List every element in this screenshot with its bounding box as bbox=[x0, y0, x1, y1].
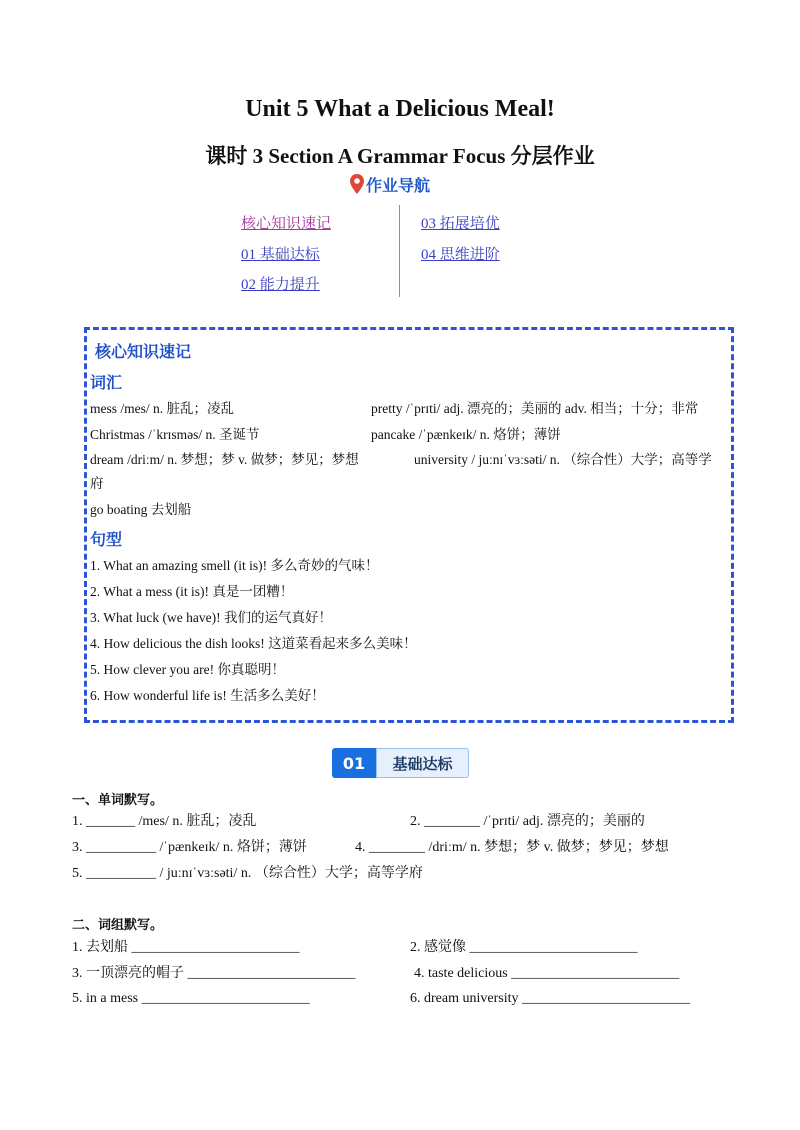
nav-heading bbox=[350, 172, 430, 196]
section-badge-label: 基础达标 bbox=[376, 748, 469, 778]
vocab-item: dream /driːm/ n. 梦想；梦 v. 做梦；梦见；梦想 bbox=[90, 452, 359, 467]
document-title: Unit 5 What a Delicious Meal! bbox=[245, 96, 555, 122]
nav-link-01[interactable]: 01 基础达标 bbox=[241, 247, 320, 263]
nav-link-core[interactable]: 核心知识速记 bbox=[241, 216, 332, 232]
sentence-item: 3. What luck (we have)! 我们的运气真好！ bbox=[90, 610, 332, 625]
vocab-item: mess /mes/ n. 脏乱；凌乱 bbox=[90, 401, 234, 416]
part1-heading: 一、单词默写。 bbox=[72, 793, 164, 808]
exercise-item: 2. ________ /ˈprɪti/ adj. 漂亮的；美丽的 bbox=[410, 814, 645, 829]
sentence-item: 5. How clever you are! 你真聪明！ bbox=[90, 662, 285, 677]
nav-link-04[interactable]: 04 思维进阶 bbox=[421, 247, 500, 263]
vocab-item: pancake /ˈpænkeɪk/ n. 烙饼；薄饼 bbox=[371, 427, 561, 442]
exercise-item: 1. 去划船 ________________________ bbox=[72, 940, 300, 955]
exercise-item: 2. 感觉像 ________________________ bbox=[410, 940, 638, 955]
sentence-item: 2. What a mess (it is)! 真是一团糟！ bbox=[90, 584, 294, 599]
vocab-item: Christmas /ˈkrɪsməs/ n. 圣诞节 bbox=[90, 427, 260, 442]
vocab-item: pretty /ˈprɪti/ adj. 漂亮的；美丽的 adv. 相当；十分；非常 bbox=[371, 401, 699, 416]
nav-divider bbox=[399, 205, 400, 297]
sentence-item: 4. How delicious the dish looks! 这道菜看起来多么美味！ bbox=[90, 636, 417, 651]
part2-heading: 二、词组默写。 bbox=[72, 918, 164, 933]
location-pin-icon bbox=[350, 174, 364, 194]
nav-link-02[interactable]: 02 能力提升 bbox=[241, 277, 320, 293]
vocab-heading: 词汇 bbox=[90, 373, 123, 392]
section-badge bbox=[332, 748, 469, 778]
nav-heading-label: 作业导航 bbox=[366, 175, 431, 195]
vocab-item: go boating 去划船 bbox=[90, 502, 192, 517]
sentence-item: 1. What an amazing smell (it is)! 多么奇妙的气味！ bbox=[90, 558, 379, 573]
vocab-item-wrap: 府 bbox=[90, 476, 104, 491]
exercise-item: 6. dream university ________________________ bbox=[410, 991, 690, 1006]
exercise-item: 5. __________ / juːnɪˈvɜːsəti/ n. （综合性）大学；高等学府 bbox=[72, 866, 423, 881]
section-badge-number: 01 bbox=[332, 748, 376, 778]
core-heading: 核心知识速记 bbox=[95, 342, 192, 361]
exercise-item: 1. _______ /mes/ n. 脏乱；凌乱 bbox=[72, 814, 257, 829]
nav-link-03[interactable]: 03 拓展培优 bbox=[421, 216, 500, 232]
exercise-item: 5. in a mess ________________________ bbox=[72, 991, 310, 1006]
exercise-item: 3. 一顶漂亮的帽子 ________________________ bbox=[72, 966, 356, 981]
document-subtitle: 课时 3 Section A Grammar Focus 分层作业 bbox=[205, 144, 595, 168]
exercise-item: 4. ________ /driːm/ n. 梦想；梦 v. 做梦；梦见；梦想 bbox=[355, 840, 669, 855]
exercise-item: 3. __________ /ˈpænkeɪk/ n. 烙饼；薄饼 bbox=[72, 840, 307, 855]
exercise-item: 4. taste delicious ________________________ bbox=[414, 966, 680, 981]
vocab-item: university / juːnɪˈvɜːsəti/ n. （综合性）大学；高等学 bbox=[414, 452, 712, 467]
sentence-item: 6. How wonderful life is! 生活多么美好！ bbox=[90, 688, 325, 703]
sentence-heading: 句型 bbox=[90, 530, 123, 549]
